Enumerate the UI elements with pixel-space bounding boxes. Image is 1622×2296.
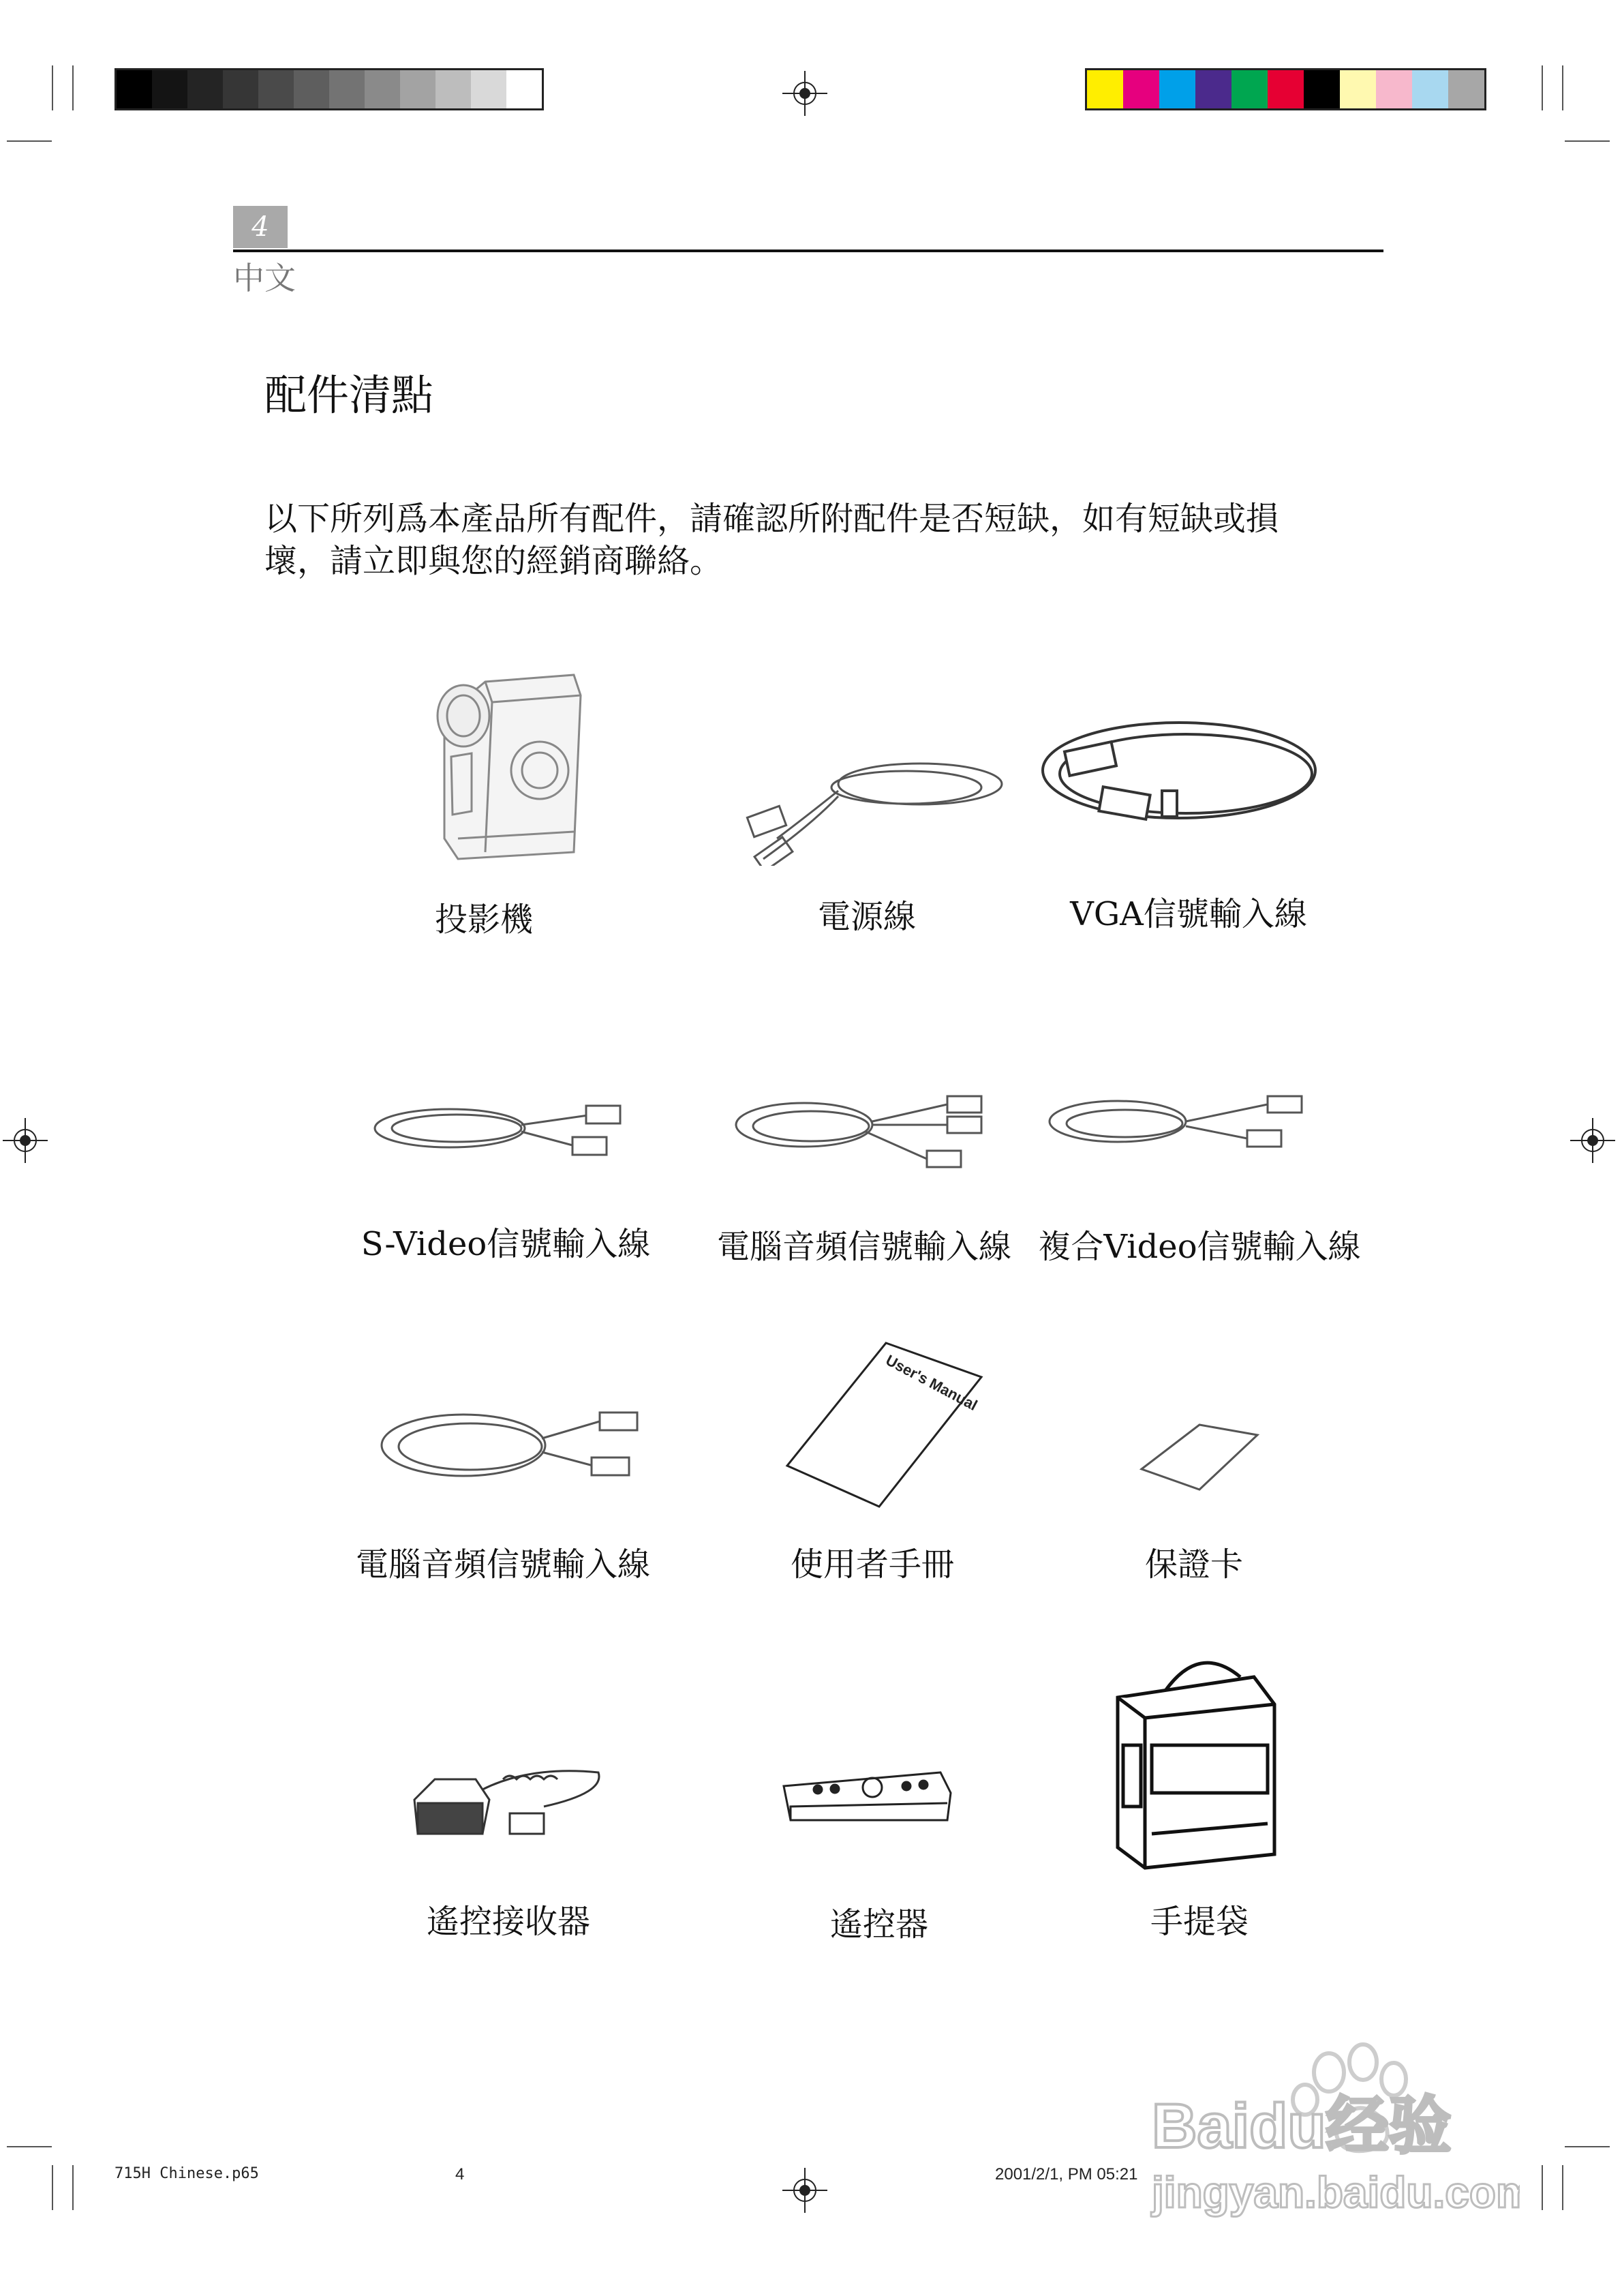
language-label: 中文 [233,260,296,297]
user-manual-illustration [784,1336,988,1513]
color-swatch [1087,70,1123,108]
crop-mark [1565,2146,1610,2147]
gray-swatch [152,70,187,108]
vga-cable-illustration [1036,709,1322,845]
item-label: S-Video信號輸入線 [361,1225,651,1263]
crop-mark [1562,65,1563,110]
section-title: 配件清點 [264,370,434,420]
composite-video-cable-illustration [1043,1084,1329,1166]
remote-control-illustration [777,1766,961,1841]
color-calibration-bar [1085,68,1486,110]
color-swatch [1412,70,1448,108]
page-number-badge: 4 [233,206,288,248]
item-label: 使用者手冊 [790,1545,955,1584]
crop-mark [1565,140,1610,142]
crop-mark [72,2165,74,2210]
intro-line: 壞，請立即與您的經銷商聯絡。 [264,542,723,580]
item-label: 遙控器 [829,1905,929,1944]
remote-receiver-illustration [408,1752,612,1861]
crop-mark [1562,2165,1563,2210]
item-label: 遙控接收器 [426,1903,591,1941]
item-label: 複合Video信號輸入線 [1038,1228,1361,1266]
gray-swatch [435,70,471,108]
projector-illustration [417,634,594,879]
baidu-paw-logo-icon [1138,2031,1520,2222]
gray-swatch [258,70,294,108]
item-label: VGA信號輸入線 [1070,895,1307,933]
registration-mark-icon [782,2168,827,2213]
gray-swatch [117,70,152,108]
color-swatch [1448,70,1484,108]
crop-mark [72,65,74,110]
header-rule [233,250,1383,252]
gray-swatch [294,70,329,108]
item-label: 保證卡 [1144,1545,1244,1584]
intro-line: 以下所列爲本產品所有配件，請確認所附配件是否短缺，如有短缺或損 [264,500,1279,538]
footer-file-name: 715H Chinese.p65 [114,2165,259,2182]
crop-mark [52,65,53,110]
crop-mark [7,2146,52,2147]
warranty-card-illustration [1138,1421,1261,1496]
color-swatch [1268,70,1304,108]
manual-cover-text: User's Manual [883,1351,981,1415]
color-swatch [1231,70,1268,108]
crop-mark [52,2165,53,2210]
item-label: 電腦音頻信號輸入線 [716,1228,1012,1266]
item-label: 手提袋 [1150,1903,1249,1941]
registration-mark-icon [3,1118,48,1163]
item-label: 電腦音頻信號輸入線 [355,1545,651,1584]
footer-timestamp: 2001/2/1, PM 05:21 [995,2165,1138,2184]
crop-mark [1542,65,1543,110]
footer-page-number: 4 [455,2165,465,2184]
registration-mark-icon [782,71,827,116]
gray-swatch [365,70,400,108]
gray-swatch [400,70,435,108]
watermark-brand: Baidu经验 [1152,2091,1452,2161]
gray-swatch [329,70,365,108]
color-swatch [1304,70,1340,108]
color-swatch [1195,70,1231,108]
gray-swatch [223,70,258,108]
color-swatch [1123,70,1159,108]
color-swatch [1376,70,1412,108]
audio-cable-illustration [729,1084,1015,1173]
s-video-cable-illustration [368,1091,641,1166]
gray-swatch [506,70,542,108]
power-cord-illustration [736,743,1009,866]
grayscale-calibration-bar [114,68,544,110]
watermark-url: jingyan.baidu.com [1152,2168,1520,2217]
baidu-watermark [1138,2031,1520,2222]
gray-swatch [187,70,223,108]
carrying-bag-illustration [1104,1650,1288,1875]
audio-cable-illustration [375,1398,661,1500]
crop-mark [7,140,52,142]
color-swatch [1159,70,1195,108]
intro-paragraph [264,498,1328,582]
registration-mark-icon [1570,1118,1615,1163]
item-label: 投影機 [434,901,534,939]
crop-mark [1542,2165,1543,2210]
color-swatch [1340,70,1376,108]
gray-swatch [471,70,506,108]
item-label: 電源線 [817,898,917,936]
